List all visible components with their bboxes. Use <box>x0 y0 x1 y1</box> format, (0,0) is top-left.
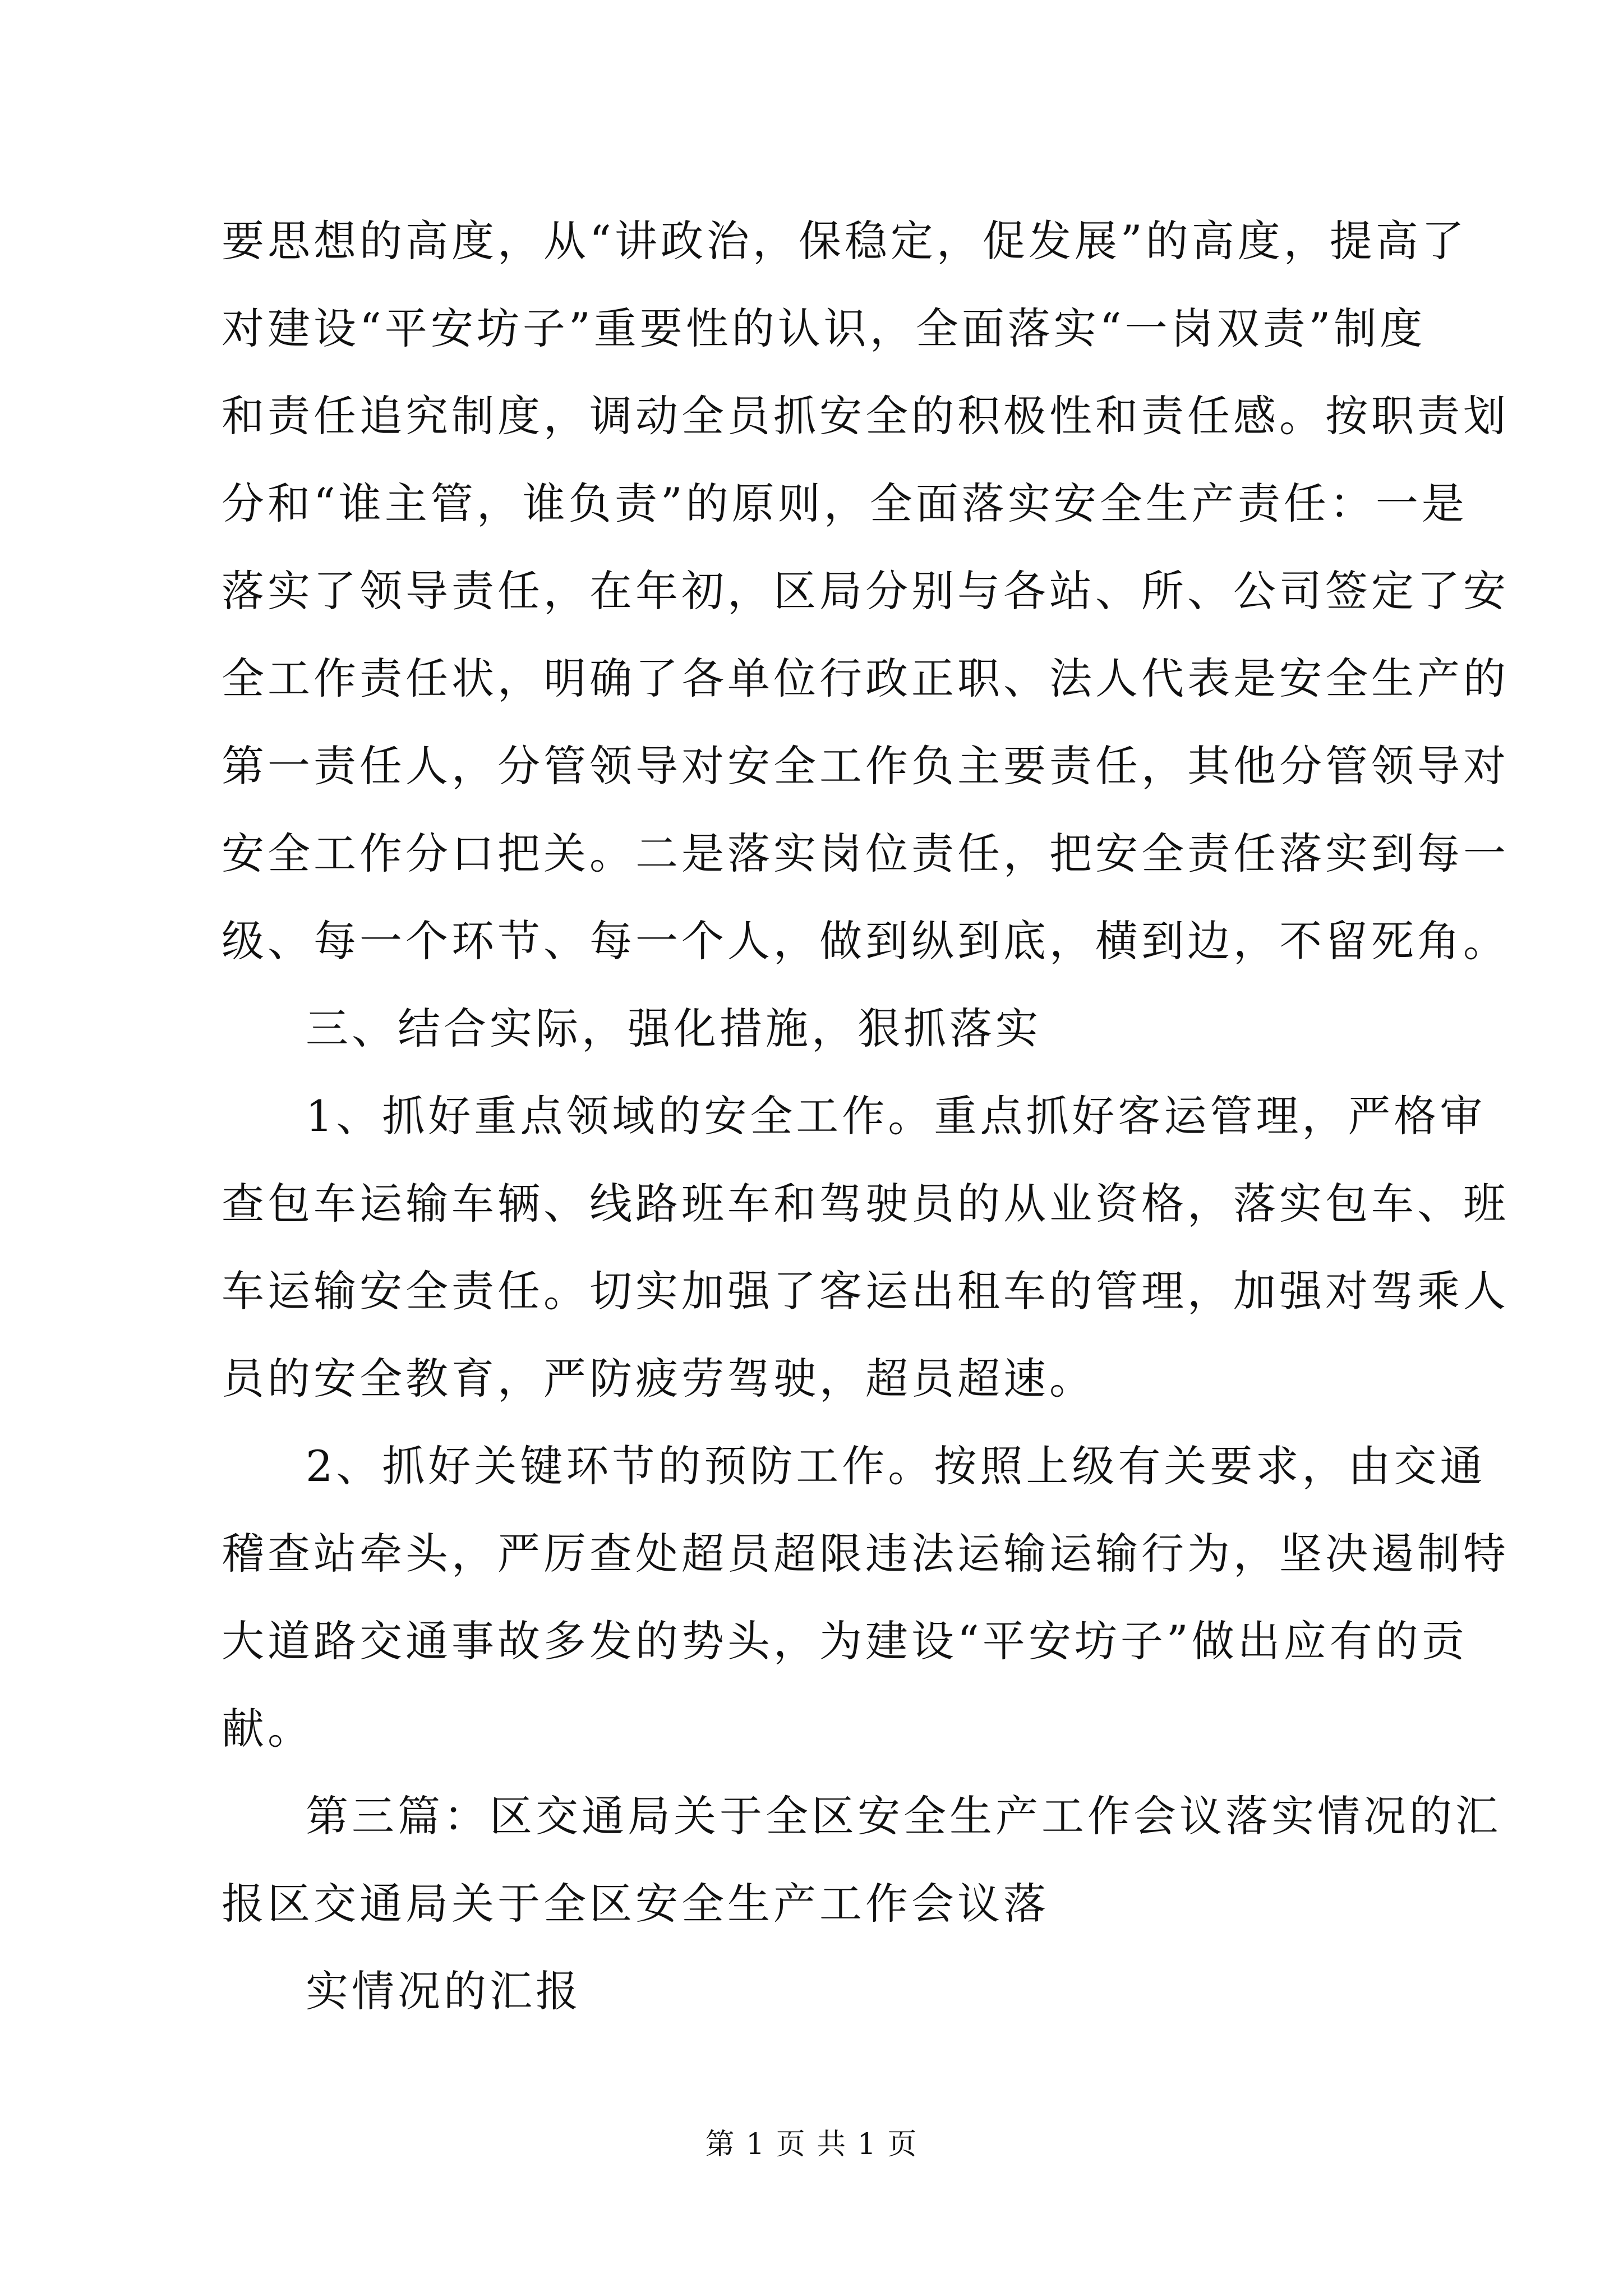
text-line: 1、抓好重点领域的安全工作。重点抓好客运管理，严格审 <box>306 1091 1486 1141</box>
text-line: 安全工作分口把关。二是落实岗位责任，把安全责任落实到每一 <box>222 829 1509 878</box>
text-line: 分和“谁主管，谁负责”的原则，全面落实安全生产责任：一是 <box>222 478 1468 528</box>
text-line: 要思想的高度，从“讲政治，保稳定，促发展”的高度，提高了 <box>222 216 1468 266</box>
text-line: 员的安全教育，严防疲劳驾驶，超员超速。 <box>222 1354 1095 1404</box>
text-line: 稽查站牵头，严厉查处超员超限违法运输运输行为，坚决遏制特 <box>222 1529 1509 1579</box>
section-heading: 三、结合实际，强化措施，狠抓落实 <box>306 1004 1041 1053</box>
article-title-line: 第三篇：区交通局关于全区安全生产工作会议落实情况的汇 <box>306 1791 1501 1841</box>
page-number-footer: 第 1 页 共 1 页 <box>705 2128 918 2161</box>
text-line: 级、每一个环节、每一个人，做到纵到底，横到边，不留死角。 <box>222 916 1509 966</box>
text-line: 车运输安全责任。切实加强了客运出租车的管理，加强对驾乘人 <box>222 1266 1509 1316</box>
text-line: 第一责任人，分管领导对安全工作负主要责任，其他分管领导对 <box>222 741 1509 791</box>
text-line: 2、抓好关键环节的预防工作。按照上级有关要求，由交通 <box>306 1441 1486 1491</box>
text-line: 对建设“平安坊子”重要性的认识，全面落实“一岗双责”制度 <box>222 303 1426 353</box>
text-line: 全工作责任状，明确了各单位行政正职、法人代表是安全生产的 <box>222 654 1509 703</box>
article-title-line: 报区交通局关于全区安全生产工作会议落 <box>222 1879 1049 1929</box>
text-line: 查包车运输车辆、线路班车和驾驶员的从业资格，落实包车、班 <box>222 1179 1509 1228</box>
text-line: 落实了领导责任，在年初，区局分别与各站、所、公司签定了安 <box>222 566 1509 616</box>
document-body <box>222 197 1509 2035</box>
article-title-line: 实情况的汇报 <box>306 1966 582 2016</box>
text-line: 和责任追究制度，调动全员抓安全的积极性和责任感。按职责划 <box>222 391 1509 441</box>
text-line: 献。 <box>222 1704 313 1754</box>
text-line: 大道路交通事故多发的势头，为建设“平安坊子”做出应有的贡 <box>222 1616 1468 1666</box>
